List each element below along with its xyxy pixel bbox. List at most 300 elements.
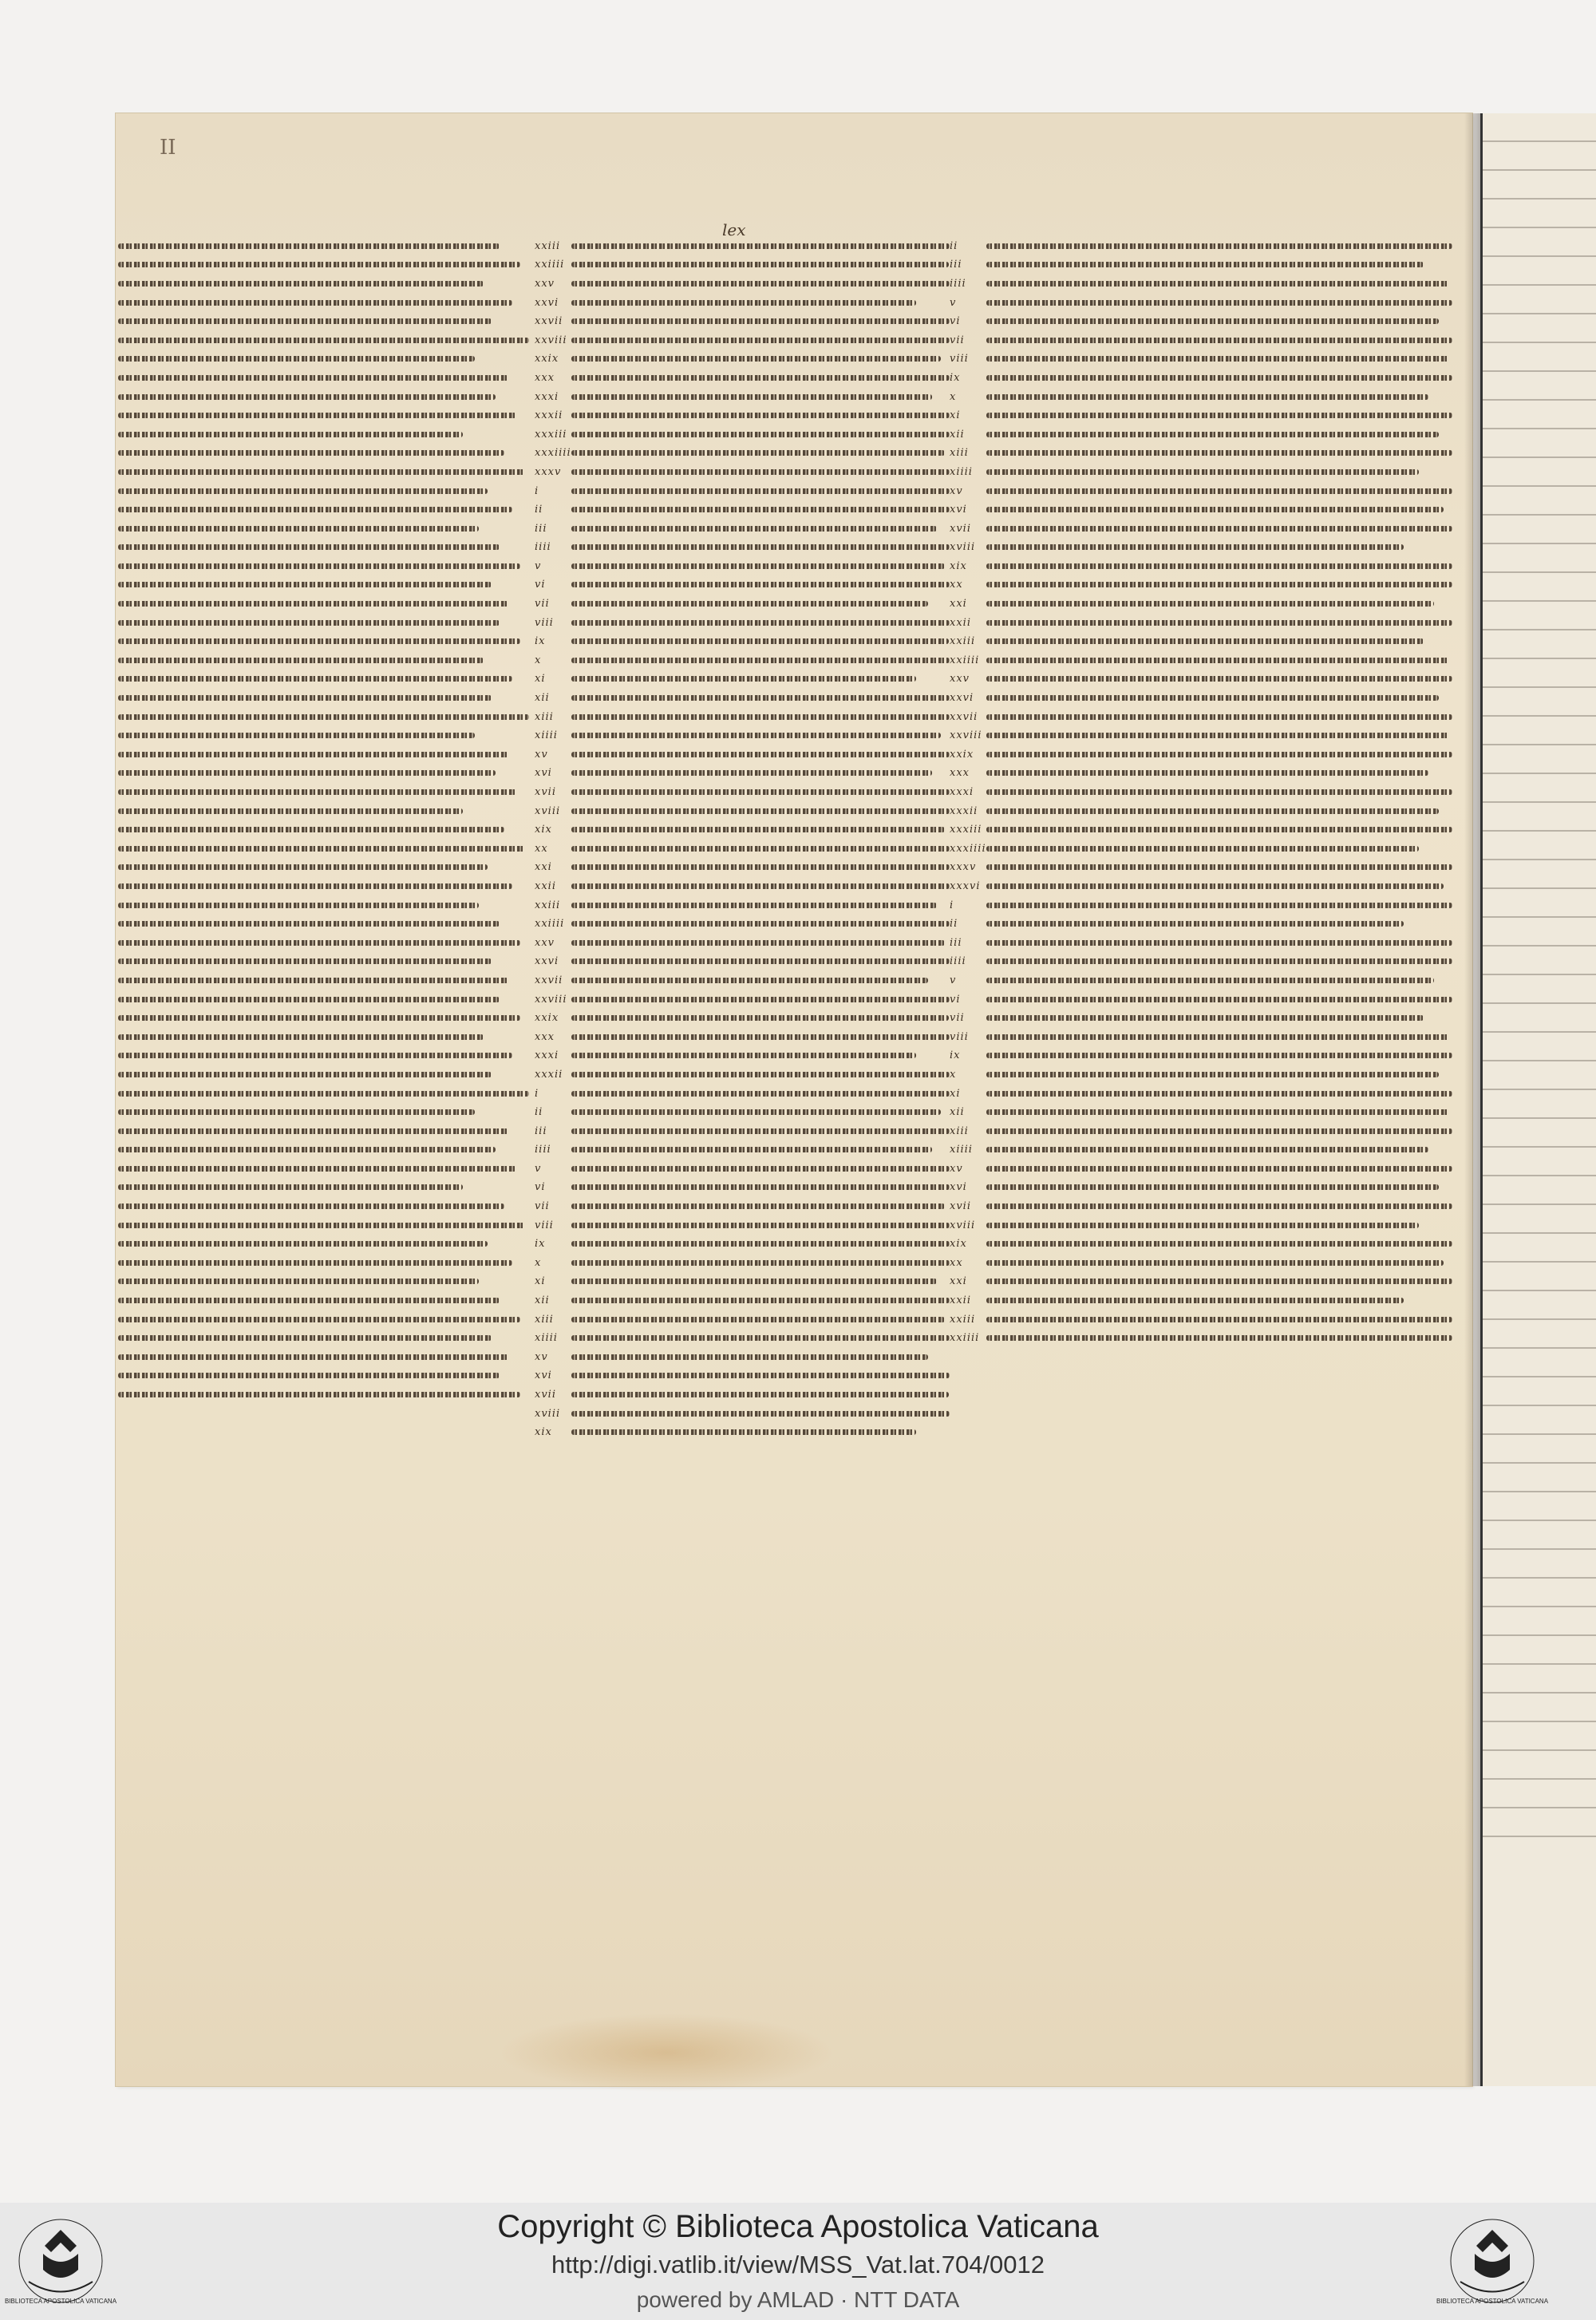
handwritten-script [118, 827, 504, 832]
facing-page-rule [1483, 1807, 1596, 1808]
chapter-numeral: iiii [535, 541, 551, 554]
handwritten-script [986, 413, 1452, 418]
manuscript-line [950, 897, 1452, 914]
manuscript-line [950, 991, 1452, 1008]
chapter-numeral: xxi [950, 1275, 967, 1288]
manuscript-line [535, 426, 950, 443]
handwritten-script [118, 921, 500, 927]
handwritten-script [118, 281, 484, 287]
handwritten-script [118, 1298, 500, 1303]
manuscript-line [950, 595, 1452, 612]
handwritten-script [118, 1072, 492, 1077]
chapter-numeral: xxii [950, 616, 971, 629]
handwritten-script [986, 958, 1452, 964]
facing-page-rule [1483, 1117, 1596, 1119]
handwritten-script [571, 846, 950, 852]
chapter-numeral: ix [950, 371, 961, 384]
manuscript-line [118, 558, 533, 575]
chapter-numeral: xxxiii [535, 428, 567, 441]
facing-page-rule [1483, 514, 1596, 516]
facing-page-rule [1483, 658, 1596, 659]
handwritten-script [118, 526, 479, 532]
chapter-numeral: vi [535, 579, 546, 591]
handwritten-script [986, 450, 1452, 456]
manuscript-line [950, 332, 1452, 349]
handwritten-script [986, 883, 1444, 889]
manuscript-line [535, 972, 950, 989]
facing-page-rule [1483, 370, 1596, 372]
handwritten-script [571, 1034, 950, 1040]
chapter-numeral: viii [535, 616, 554, 629]
handwritten-script [986, 526, 1452, 532]
text-column-1 [118, 238, 533, 1405]
manuscript-line [950, 1160, 1452, 1177]
seal-text: BIBLIOTECA APOSTOLICA VATICANA [1436, 2298, 1548, 2305]
chapter-numeral: xxx [535, 1030, 555, 1043]
handwritten-script [986, 1109, 1449, 1115]
manuscript-line [950, 370, 1452, 386]
facing-page-rule [1483, 715, 1596, 717]
chapter-numeral: iiii [950, 277, 966, 290]
manuscript-line [535, 520, 950, 537]
chapter-numeral: ii [950, 918, 958, 931]
handwritten-script [571, 695, 950, 701]
handwritten-script [571, 1053, 916, 1058]
handwritten-script [118, 752, 508, 757]
manuscript-line [118, 1123, 533, 1140]
chapter-numeral: i [950, 899, 954, 911]
manuscript-line [535, 370, 950, 386]
handwritten-script [571, 338, 950, 343]
manuscript-line [535, 615, 950, 631]
manuscript-line [118, 954, 533, 970]
manuscript-line [950, 351, 1452, 368]
handwritten-script [118, 1260, 512, 1266]
manuscript-line [118, 313, 533, 330]
manuscript-line [950, 652, 1452, 669]
facing-page-rule [1483, 571, 1596, 573]
facing-page-rule [1483, 255, 1596, 257]
chapter-numeral: xxvi [535, 296, 559, 309]
chapter-numeral: xxiii [950, 635, 976, 648]
manuscript-line [950, 445, 1452, 462]
chapter-numeral: xvi [535, 767, 552, 780]
facing-page-rule [1483, 1175, 1596, 1176]
handwritten-script [571, 1072, 950, 1077]
facing-page-rule [1483, 1318, 1596, 1320]
manuscript-line [535, 1066, 950, 1083]
handwritten-script [571, 563, 945, 569]
handwritten-script [118, 582, 492, 587]
handwritten-script [118, 1335, 492, 1341]
manuscript-line [118, 1274, 533, 1290]
manuscript-line [535, 671, 950, 688]
manuscript-line [535, 1330, 950, 1346]
manuscript-line [950, 1029, 1452, 1045]
chapter-numeral: xxii [535, 879, 556, 892]
handwritten-script [986, 1091, 1452, 1097]
manuscript-line [950, 860, 1452, 876]
handwritten-script [986, 903, 1452, 908]
facing-page-rule [1483, 1146, 1596, 1148]
handwritten-script [571, 1411, 950, 1417]
facing-page-rule [1483, 1663, 1596, 1665]
manuscript-line [118, 501, 533, 518]
manuscript-line [950, 954, 1452, 970]
facing-page-rule [1483, 629, 1596, 630]
manuscript-line [118, 238, 533, 255]
manuscript-line [950, 709, 1452, 725]
facing-page-rule [1483, 1203, 1596, 1205]
chapter-numeral: xiiii [535, 1332, 558, 1345]
chapter-numeral: xvii [535, 786, 556, 799]
chapter-numeral: xxxiiii [950, 842, 986, 855]
handwritten-script [986, 1166, 1452, 1172]
handwritten-script [118, 958, 492, 964]
handwritten-script [571, 1015, 949, 1021]
manuscript-line [950, 539, 1452, 556]
facing-page-rule [1483, 773, 1596, 774]
chapter-numeral: vi [535, 1181, 546, 1194]
manuscript-line [950, 1255, 1452, 1271]
handwritten-script [118, 563, 520, 569]
facing-page-rule [1483, 1577, 1596, 1579]
manuscript-line [118, 803, 533, 820]
handwritten-script [118, 620, 500, 626]
facing-page-rule [1483, 1548, 1596, 1550]
facing-page-rule [1483, 916, 1596, 918]
manuscript-line [118, 671, 533, 688]
chapter-numeral: xviii [950, 1219, 976, 1231]
manuscript-line [118, 407, 533, 424]
manuscript-line [535, 294, 950, 311]
handwritten-script [571, 808, 950, 814]
handwritten-script [118, 695, 492, 701]
manuscript-line [118, 1349, 533, 1366]
chapter-numeral: xi [535, 1275, 546, 1288]
handwritten-script [118, 450, 504, 456]
source-url[interactable]: http://digi.vatlib.it/view/MSS_Vat.lat.704/0012 [551, 2251, 1045, 2279]
chapter-numeral: xxv [950, 673, 970, 686]
chapter-numeral: xv [950, 1162, 963, 1175]
handwritten-script [571, 488, 950, 494]
handwritten-script [118, 1223, 525, 1228]
handwritten-script [118, 978, 508, 983]
manuscript-line [118, 1142, 533, 1159]
handwritten-script [571, 1166, 950, 1172]
chapter-numeral: xxiiii [535, 918, 565, 931]
facing-page-rule [1483, 1089, 1596, 1090]
facing-page-rule [1483, 543, 1596, 544]
manuscript-line [118, 483, 533, 500]
handwritten-script [118, 262, 520, 267]
manuscript-line [535, 577, 950, 594]
handwritten-script [986, 318, 1439, 324]
handwritten-script [571, 1184, 950, 1190]
chapter-numeral: i [535, 484, 539, 497]
copyright-text: Copyright © Biblioteca Apostolica Vaticana [497, 2209, 1099, 2244]
chapter-numeral: xxix [950, 748, 974, 761]
manuscript-line [950, 671, 1452, 688]
chapter-numeral: xix [535, 1426, 552, 1439]
handwritten-script [118, 997, 500, 1002]
chapter-numeral: xx [950, 579, 963, 591]
manuscript-line [535, 935, 950, 951]
handwritten-script [571, 394, 932, 400]
handwritten-script [571, 450, 945, 456]
handwritten-script [118, 638, 520, 644]
handwritten-script [986, 488, 1452, 494]
handwritten-script [118, 1184, 463, 1190]
manuscript-line [535, 1405, 950, 1422]
handwritten-script [986, 1034, 1449, 1040]
manuscript-line [950, 1180, 1452, 1196]
chapter-numeral: i [535, 1087, 539, 1100]
manuscript-line [950, 803, 1452, 820]
manuscript-line [535, 445, 950, 462]
manuscript-line [118, 1180, 533, 1196]
facing-page-rule [1483, 1606, 1596, 1607]
manuscript-line [118, 935, 533, 951]
manuscript-line [950, 1235, 1452, 1252]
facing-page-rule [1483, 284, 1596, 286]
handwritten-script [571, 733, 941, 738]
manuscript-line [118, 1235, 533, 1252]
handwritten-script [986, 469, 1419, 475]
chapter-numeral: xviii [950, 541, 976, 554]
handwritten-script [571, 582, 950, 587]
chapter-numeral: iii [535, 1124, 547, 1137]
vatican-library-seal-icon [1436, 2214, 1548, 2308]
manuscript-line [118, 746, 533, 763]
handwritten-script [571, 1279, 937, 1284]
chapter-numeral: xxv [535, 277, 555, 290]
handwritten-script [571, 1203, 945, 1209]
handwritten-script [118, 243, 500, 249]
handwritten-script [986, 658, 1449, 663]
manuscript-line [118, 426, 533, 443]
manuscript-line [118, 539, 533, 556]
chapter-numeral: vii [535, 1200, 550, 1213]
handwritten-script [571, 356, 941, 362]
manuscript-line [535, 275, 950, 292]
chapter-numeral: xxvii [950, 710, 978, 723]
facing-page-rule [1483, 1261, 1596, 1263]
manuscript-line [535, 784, 950, 800]
manuscript-line [535, 1160, 950, 1177]
manuscript-line [950, 275, 1452, 292]
manuscript-line [950, 972, 1452, 989]
manuscript-line [950, 501, 1452, 518]
manuscript-line [118, 633, 533, 650]
chapter-numeral: xvii [950, 1200, 971, 1213]
gutter-shadow [1464, 113, 1480, 2086]
chapter-numeral: viii [950, 1030, 969, 1043]
handwritten-script [118, 1166, 516, 1172]
facing-page-rule [1483, 830, 1596, 832]
chapter-numeral: xxiii [535, 899, 561, 911]
handwritten-script [118, 864, 488, 870]
manuscript-line [535, 860, 950, 876]
handwritten-script [571, 789, 950, 795]
handwritten-script [986, 1298, 1404, 1303]
copyright-footer [0, 2203, 1596, 2320]
chapter-numeral: xiii [950, 1124, 969, 1137]
handwritten-script [571, 300, 916, 306]
chapter-numeral: xxviii [950, 729, 982, 742]
chapter-numeral: xx [950, 1256, 963, 1269]
facing-page-rule [1483, 686, 1596, 688]
chapter-numeral: xv [950, 484, 963, 497]
handwritten-script [118, 1015, 520, 1021]
facing-page-rule [1483, 1692, 1596, 1694]
handwritten-script [118, 733, 475, 738]
facing-page-rule [1483, 1462, 1596, 1464]
manuscript-line [950, 464, 1452, 480]
chapter-numeral: iiii [950, 955, 966, 968]
handwritten-script [986, 846, 1419, 852]
handwritten-script [118, 770, 496, 776]
handwritten-script [571, 658, 950, 663]
facing-page-rule [1483, 1060, 1596, 1061]
handwritten-script [986, 394, 1428, 400]
handwritten-script [986, 733, 1449, 738]
chapter-numeral: xviii [535, 1407, 561, 1420]
manuscript-line [535, 1180, 950, 1196]
handwritten-script [986, 997, 1452, 1002]
handwritten-script [118, 846, 525, 852]
facing-page-rule [1483, 313, 1596, 314]
chapter-numeral: x [535, 1256, 542, 1269]
chapter-numeral: xvii [950, 522, 971, 535]
chapter-numeral: iii [950, 259, 962, 271]
handwritten-script [571, 243, 950, 249]
chapter-numeral: xxv [535, 936, 555, 949]
facing-page-rule [1483, 1232, 1596, 1234]
handwritten-script [986, 563, 1452, 569]
manuscript-line [118, 1292, 533, 1309]
facing-page-rule [1483, 1721, 1596, 1722]
manuscript-line [950, 633, 1452, 650]
manuscript-line [118, 972, 533, 989]
handwritten-script [118, 601, 508, 607]
chapter-numeral: ix [535, 635, 546, 648]
chapter-numeral: xxxiiii [535, 447, 571, 460]
manuscript-line [535, 803, 950, 820]
folio-mark: II [160, 136, 176, 160]
chapter-numeral: xxvi [950, 692, 974, 705]
text-column-2 [535, 238, 950, 1443]
chapter-numeral: xxiiii [950, 654, 980, 666]
manuscript-line [950, 746, 1452, 763]
handwritten-script [571, 544, 950, 550]
manuscript-line [118, 690, 533, 706]
handwritten-script [571, 864, 950, 870]
handwritten-script [986, 243, 1452, 249]
manuscript-line [950, 784, 1452, 800]
handwritten-script [118, 808, 463, 814]
facing-page-rule [1483, 887, 1596, 889]
handwritten-script [986, 1184, 1439, 1190]
chapter-numeral: xiii [950, 447, 969, 460]
manuscript-line [535, 1292, 950, 1309]
manuscript-line [118, 727, 533, 744]
text-column-3 [950, 238, 1452, 1349]
handwritten-script [986, 1335, 1452, 1341]
facing-page-edge [1480, 113, 1596, 2086]
manuscript-line [535, 1048, 950, 1065]
manuscript-line [950, 1085, 1452, 1102]
manuscript-line [535, 1349, 950, 1366]
facing-page-rule [1483, 1290, 1596, 1291]
chapter-numeral: xx [535, 842, 548, 855]
facing-page-rule [1483, 600, 1596, 602]
manuscript-line [118, 709, 533, 725]
chapter-numeral: xvi [950, 504, 967, 516]
handwritten-script [118, 789, 516, 795]
chapter-numeral: ii [950, 239, 958, 252]
manuscript-line [118, 840, 533, 857]
manuscript-line [535, 1235, 950, 1252]
handwritten-script [571, 1091, 950, 1097]
manuscript-line [535, 1424, 950, 1441]
handwritten-script [986, 1128, 1452, 1134]
facing-page-rule [1483, 140, 1596, 142]
manuscript-line [535, 464, 950, 480]
manuscript-line [950, 1066, 1452, 1083]
handwritten-script [986, 338, 1452, 343]
handwritten-script [986, 1053, 1452, 1058]
handwritten-script [986, 300, 1452, 306]
manuscript-line [950, 426, 1452, 443]
running-head: lex [722, 220, 746, 239]
handwritten-script [986, 582, 1452, 587]
handwritten-script [118, 1392, 520, 1397]
handwritten-script [986, 921, 1404, 927]
manuscript-line [535, 558, 950, 575]
handwritten-script [571, 1354, 928, 1360]
manuscript-line [535, 1010, 950, 1026]
manuscript-line [118, 1160, 533, 1177]
handwritten-script [118, 1373, 500, 1378]
handwritten-script [571, 1373, 950, 1378]
manuscript-line [535, 765, 950, 782]
water-stain [499, 2013, 834, 2093]
handwritten-script [118, 544, 500, 550]
handwritten-script [986, 714, 1452, 720]
handwritten-script [118, 318, 492, 324]
handwritten-script [986, 789, 1452, 795]
facing-page-rule [1483, 801, 1596, 803]
handwritten-script [986, 1279, 1452, 1284]
manuscript-line [118, 294, 533, 311]
handwritten-script [986, 601, 1434, 607]
handwritten-script [118, 1147, 496, 1152]
manuscript-line [535, 878, 950, 895]
chapter-numeral: xxviii [535, 993, 567, 1006]
facing-page-rule [1483, 428, 1596, 429]
manuscript-line [535, 501, 950, 518]
manuscript-line [535, 1142, 950, 1159]
handwritten-script [118, 883, 512, 889]
handwritten-script [986, 507, 1444, 512]
handwritten-script [571, 978, 928, 983]
manuscript-line [118, 370, 533, 386]
chapter-numeral: xii [950, 1106, 965, 1119]
chapter-numeral: xvi [535, 1369, 552, 1382]
chapter-numeral: vii [950, 1012, 965, 1025]
handwritten-script [986, 1072, 1439, 1077]
